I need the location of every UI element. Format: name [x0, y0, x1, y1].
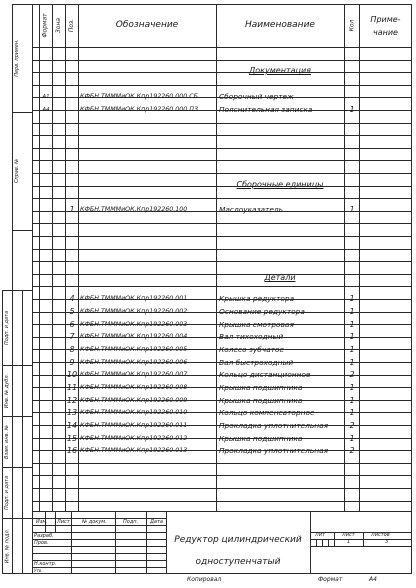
tb-izm: Изм.	[36, 519, 48, 525]
tb-row-4	[32, 539, 166, 540]
row-zone	[53, 330, 65, 343]
row-quantity	[345, 90, 359, 103]
tb-right-row-2	[310, 546, 412, 547]
tb-lit: Лит	[315, 532, 325, 538]
row-designation: КФБН.ТМММиОК.Кпр192260.009	[80, 397, 188, 404]
spec-row	[0, 343, 416, 356]
row-quantity: 2	[349, 421, 355, 430]
row-designation: КФБН.ТМММиОК.Кпр192260.013	[80, 447, 188, 454]
header-pos: Поз.	[68, 18, 75, 33]
row-note	[360, 368, 410, 381]
row-zone	[53, 343, 65, 356]
row-quantity: 1	[349, 320, 355, 329]
header-format-cell	[39, 4, 52, 47]
side-inv-podl-label: Инв. № подл.	[4, 528, 10, 563]
row-zone	[53, 381, 65, 394]
row-note	[360, 444, 410, 457]
side-podp-bottom	[2, 467, 12, 518]
row-name: Прокладка уплотнительная	[219, 421, 329, 430]
row-separator	[32, 249, 412, 250]
row-quantity: 1	[349, 383, 355, 392]
tb-lit-sub-3	[328, 539, 329, 546]
tb-col-3	[115, 511, 116, 574]
row-separator	[32, 198, 412, 199]
side-sprav	[12, 112, 22, 230]
tb-lit-sub-2	[322, 539, 323, 546]
row-note	[360, 292, 410, 305]
row-format	[40, 292, 52, 305]
row-separator	[32, 286, 412, 287]
header-name: Наименование	[245, 20, 315, 30]
row-designation: КФБН.ТМММиОК.Кпр192260.000 СБ	[80, 93, 198, 100]
row-position: 8	[69, 345, 75, 354]
row-quantity: 1	[349, 294, 355, 303]
row-zone	[53, 203, 65, 216]
row-position	[66, 103, 78, 116]
row-name: Кольцо компенсаторное	[219, 408, 315, 417]
row-note	[360, 203, 410, 216]
row-position: 5	[69, 307, 75, 316]
section-docs-label: Документация	[249, 66, 311, 75]
frame-bottom	[32, 573, 412, 574]
row-quantity: 1	[349, 332, 355, 341]
row-name: Кольцо дистанционное	[219, 370, 311, 379]
row-separator	[32, 223, 412, 224]
section-docs	[216, 58, 344, 77]
row-position	[66, 90, 78, 103]
tb-list: Лист	[342, 532, 355, 538]
tb-prov: Пров.	[34, 540, 49, 546]
title-top-line	[32, 511, 412, 512]
row-position: 1	[69, 205, 75, 214]
tb-razrab: Разраб.	[34, 533, 54, 539]
row-format	[40, 444, 52, 457]
section-assembly	[216, 172, 344, 191]
row-zone	[53, 292, 65, 305]
header-bottom-line	[32, 47, 412, 48]
row-position: 12	[66, 396, 78, 405]
row-quantity: 1	[349, 105, 355, 114]
spec-row	[0, 203, 416, 216]
tb-podp: Подп.	[123, 519, 139, 525]
row-quantity: 1	[349, 408, 355, 417]
row-zone	[53, 406, 65, 419]
row-name: Крышка смотровая	[219, 320, 294, 329]
row-name: Колесо зубчатое	[219, 345, 285, 354]
header-zone-cell	[52, 4, 65, 47]
row-designation: КФБН.ТМММиОК.Кпр192260.001	[80, 295, 188, 302]
row-name: Вал тихоходный	[219, 332, 284, 341]
spec-row	[0, 330, 416, 343]
side-sep-2	[12, 230, 33, 231]
row-designation: КФБН.ТМММиОК.Кпр192260.002	[80, 308, 188, 315]
row-name: Крышка подшипника	[219, 396, 303, 405]
spec-row	[0, 381, 416, 394]
row-designation: КФБН.ТМММиОК.Кпр192260.011	[80, 422, 188, 429]
header-note-2: чание	[373, 28, 398, 37]
side-podp-top-label: Подп. и дата	[4, 310, 10, 345]
row-designation: КФБН.ТМММиОК.Кпр192260.006	[80, 359, 188, 366]
tb-n-kontr: Н.контр.	[34, 561, 57, 567]
row-format	[40, 368, 52, 381]
row-name: Крышка подшипника	[219, 383, 303, 392]
tb-row-6	[32, 553, 166, 554]
row-separator	[32, 123, 412, 124]
row-name: Вал быстроходный	[219, 358, 294, 367]
row-position: 11	[66, 383, 78, 392]
row-position: 7	[69, 332, 75, 341]
row-position: 16	[66, 446, 78, 455]
row-zone	[53, 419, 65, 432]
row-format: А4	[42, 106, 50, 113]
side-vzam-inv-label: Взам. инв. №	[4, 424, 11, 459]
tb-row-8	[32, 567, 166, 568]
tb-listov-value: 3	[385, 539, 389, 545]
section-parts-label: Детали	[264, 273, 296, 282]
row-zone	[53, 90, 65, 103]
spec-row	[0, 103, 416, 116]
side-podp-top	[2, 290, 12, 365]
row-designation: КФБН.ТМММиОК.Кпр192260.000 ПЗ	[80, 106, 199, 113]
title-right-sep	[310, 511, 311, 574]
row-quantity: 1	[349, 307, 355, 316]
row-note	[360, 305, 410, 318]
tb-right-row-1	[310, 539, 412, 540]
row-quantity: 1	[349, 205, 355, 214]
tb-col-0	[55, 511, 56, 532]
row-note	[360, 343, 410, 356]
spec-row	[0, 292, 416, 305]
row-separator	[32, 475, 412, 476]
row-name: Крышка редуктора	[219, 294, 295, 303]
side-podp-bottom-label: Подп. и дата	[4, 475, 10, 510]
header-qty-cell	[344, 4, 359, 47]
tb-list-value: 1	[347, 539, 351, 545]
row-name: Сборочный чертеж	[219, 92, 294, 101]
row-note	[360, 381, 410, 394]
row-designation: КФБН.ТМММиОК.Кпр192260.003	[80, 321, 188, 328]
row-designation: КФБН.ТМММиОК.Кпр192260.012	[80, 435, 188, 442]
spec-row	[0, 419, 416, 432]
row-separator	[32, 160, 412, 161]
row-name: Основание редуктора	[219, 307, 305, 316]
header-note-1: Приме-	[370, 15, 401, 24]
row-format	[40, 330, 52, 343]
side-sprav-label: Справ. №	[14, 158, 21, 184]
row-position: 9	[69, 358, 75, 367]
row-format	[40, 419, 52, 432]
spec-row	[0, 444, 416, 457]
header-format: Формат	[42, 13, 49, 38]
footer-format-label: Формат	[318, 576, 343, 583]
row-designation: КФБН.ТМММиОК.Кпр192260.005	[80, 346, 188, 353]
row-designation: КФБН.ТМММиОК.Кпр192260.010	[80, 409, 188, 416]
side-inv-dubl-label: Инв. № дубл.	[4, 373, 10, 408]
row-name: Прокладка уплотнительная	[219, 446, 329, 455]
header-zone: Зона	[55, 17, 62, 34]
tb-right-col-1	[334, 532, 335, 546]
row-separator	[32, 488, 412, 489]
row-quantity: 1	[349, 345, 355, 354]
row-name: Пояснительная записка	[219, 105, 313, 114]
section-assembly-label: Сборочные единицы	[236, 180, 324, 189]
tb-row-2	[32, 525, 166, 526]
row-quantity: 1	[349, 358, 355, 367]
row-designation: КФБН.ТМММиОК.Кпр192260.004	[80, 333, 188, 340]
row-separator	[32, 261, 412, 262]
row-quantity: 2	[349, 370, 355, 379]
row-name: Крышка подшипника	[219, 434, 303, 443]
tb-right-col-2	[363, 532, 364, 546]
row-position: 14	[66, 421, 78, 430]
tb-right-row-0	[310, 532, 412, 533]
tb-doc: № докум.	[82, 519, 107, 525]
row-format	[40, 381, 52, 394]
footer-kopiroval: Копировал	[187, 576, 222, 583]
tb-row-5	[32, 546, 166, 547]
row-quantity: 1	[349, 434, 355, 443]
row-separator	[32, 463, 412, 464]
row-position: 6	[69, 320, 75, 329]
row-format	[40, 305, 52, 318]
row-note	[360, 103, 410, 116]
side-vzam-inv	[2, 416, 12, 467]
tb-col-4	[146, 511, 147, 574]
spec-row	[0, 90, 416, 103]
header-qty: Кол	[347, 19, 355, 32]
row-note	[360, 406, 410, 419]
row-note	[360, 90, 410, 103]
section-parts	[216, 265, 344, 284]
row-quantity: 2	[349, 446, 355, 455]
side-perv-primen	[12, 4, 22, 112]
row-name: Маслоуказатель	[219, 205, 283, 214]
row-separator	[32, 85, 412, 86]
tb-data: Дата	[150, 519, 163, 525]
row-designation: КФБН.ТМММиОК.Кпр192260.100	[80, 206, 188, 213]
side-inv-podl	[2, 518, 12, 573]
tb-utv: Утв.	[34, 568, 43, 573]
row-separator	[32, 501, 412, 502]
row-separator	[32, 236, 412, 237]
row-separator	[32, 148, 412, 149]
side-bottom-line	[2, 573, 33, 574]
row-zone	[53, 103, 65, 116]
tb-listov: Листов	[371, 532, 390, 538]
row-note	[360, 419, 410, 432]
row-separator	[32, 135, 412, 136]
row-note	[360, 330, 410, 343]
row-zone	[53, 444, 65, 457]
row-format	[40, 343, 52, 356]
row-format	[40, 203, 52, 216]
document-title-2: одноступенчатый	[195, 557, 281, 567]
side-inv-dubl	[2, 365, 12, 416]
row-position: 15	[66, 434, 78, 443]
row-zone	[53, 368, 65, 381]
spec-row	[0, 305, 416, 318]
row-designation: КФБН.ТМММиОК.Кпр192260.007	[80, 371, 188, 378]
side-perv-primen-label: Перв. примен.	[14, 39, 21, 77]
header-designation: Обозначение	[115, 20, 179, 30]
spec-row	[0, 368, 416, 381]
tb-list-col: Лист	[57, 519, 70, 525]
footer-format-value: А4	[369, 576, 377, 583]
tb-lit-sub-1	[316, 539, 317, 546]
row-position: 13	[66, 408, 78, 417]
row-position: 10	[66, 370, 78, 379]
row-zone	[53, 305, 65, 318]
document-title-1: Редуктор цилиндрический	[174, 535, 302, 545]
row-format	[40, 406, 52, 419]
row-position: 4	[69, 294, 75, 303]
side-col-line-b	[22, 290, 23, 574]
row-designation: КФБН.ТМММиОК.Кпр192260.008	[80, 384, 188, 391]
row-format: А1	[42, 93, 50, 100]
row-quantity: 1	[349, 396, 355, 405]
tb-col-2	[71, 511, 72, 574]
header-pos-cell	[65, 4, 78, 47]
spec-row	[0, 406, 416, 419]
